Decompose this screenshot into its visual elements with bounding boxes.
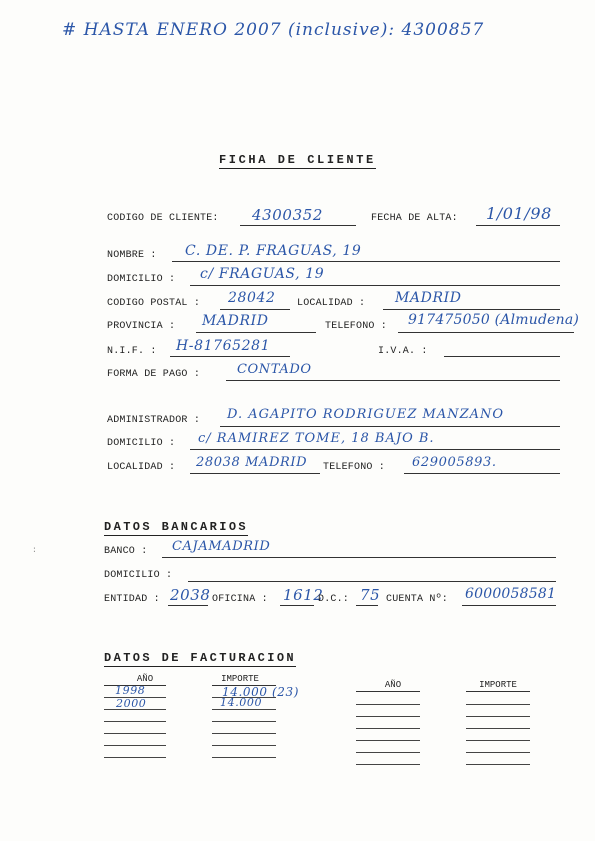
- telefono-value[interactable]: 917475050 (Almudena): [408, 312, 580, 328]
- dc-label: D.C.:: [318, 594, 350, 605]
- datos-bancarios-title: DATOS BANCARIOS: [104, 520, 249, 534]
- top-handwritten-note: # HASTA ENERO 2007 (inclusive): 4300857: [62, 20, 485, 40]
- form-title: FICHA DE CLIENTE: [219, 153, 376, 167]
- admin-telefono-value[interactable]: 629005893.: [412, 455, 497, 470]
- iva-label: I.V.A. :: [378, 346, 428, 357]
- localidad-label: LOCALIDAD :: [297, 298, 366, 309]
- col-importe-2-header: IMPORTE: [479, 680, 517, 690]
- scan-mark: :: [32, 546, 37, 555]
- fecha-alta-label: FECHA DE ALTA:: [371, 213, 458, 224]
- cuenta-label: CUENTA Nº:: [386, 594, 449, 605]
- fecha-alta-value[interactable]: 1/01/98: [486, 204, 552, 223]
- nombre-value[interactable]: C. DE. P. FRAGUAS, 19: [185, 243, 362, 259]
- codigo-cliente-value[interactable]: 4300352: [252, 206, 324, 224]
- domicilio-value[interactable]: c/ FRAGUAS, 19: [200, 266, 325, 282]
- administrador-value[interactable]: D. AGAPITO RODRIGUEZ MANZANO: [227, 407, 505, 422]
- billing-row-1-importe[interactable]: 14.000 (23): [222, 685, 300, 699]
- provincia-label: PROVINCIA :: [107, 321, 176, 332]
- localidad-value[interactable]: MADRID: [395, 290, 462, 306]
- nif-label: N.I.F. :: [107, 346, 157, 357]
- administrador-label: ADMINISTRADOR :: [107, 415, 201, 426]
- nif-value[interactable]: H-81765281: [176, 338, 271, 354]
- admin-domicilio-label: DOMICILIO :: [107, 438, 176, 449]
- domicilio-label: DOMICILIO :: [107, 274, 176, 285]
- banco-label: BANCO :: [104, 546, 148, 557]
- col-ano-header: AÑO: [136, 674, 154, 684]
- entidad-label: ENTIDAD :: [104, 594, 160, 605]
- banco-domicilio-label: DOMICILIO :: [104, 570, 173, 581]
- provincia-value[interactable]: MADRID: [202, 313, 269, 329]
- oficina-label: OFICINA :: [212, 594, 268, 605]
- admin-telefono-label: TELEFONO :: [323, 462, 386, 473]
- codigo-postal-value[interactable]: 28042: [228, 290, 276, 306]
- telefono-label: TELEFONO :: [325, 321, 388, 332]
- col-ano-2-header: AÑO: [384, 680, 402, 690]
- banco-value[interactable]: CAJAMADRID: [172, 539, 271, 554]
- admin-domicilio-value[interactable]: c/ RAMIREZ TOME, 18 BAJO B.: [198, 431, 435, 446]
- codigo-cliente-label: CODIGO DE CLIENTE:: [107, 213, 219, 224]
- datos-facturacion-title: DATOS DE FACTURACION: [104, 651, 297, 665]
- entidad-value[interactable]: 2038: [170, 586, 211, 604]
- oficina-value[interactable]: 1612: [283, 586, 324, 604]
- billing-row-2-importe[interactable]: 14.000: [220, 696, 263, 709]
- billing-row-1-ano[interactable]: 1998: [115, 684, 146, 697]
- cuenta-value[interactable]: 6000058581: [465, 586, 557, 602]
- dc-value[interactable]: 75: [360, 586, 381, 604]
- billing-row-2-ano[interactable]: 2000: [116, 697, 147, 710]
- forma-pago-label: FORMA DE PAGO :: [107, 369, 201, 380]
- nombre-label: NOMBRE :: [107, 250, 157, 261]
- forma-pago-value[interactable]: CONTADO: [237, 362, 312, 377]
- col-importe-header: IMPORTE: [221, 674, 259, 684]
- admin-localidad-value[interactable]: 28038 MADRID: [196, 455, 308, 470]
- codigo-postal-label: CODIGO POSTAL :: [107, 298, 201, 309]
- admin-localidad-label: LOCALIDAD :: [107, 462, 176, 473]
